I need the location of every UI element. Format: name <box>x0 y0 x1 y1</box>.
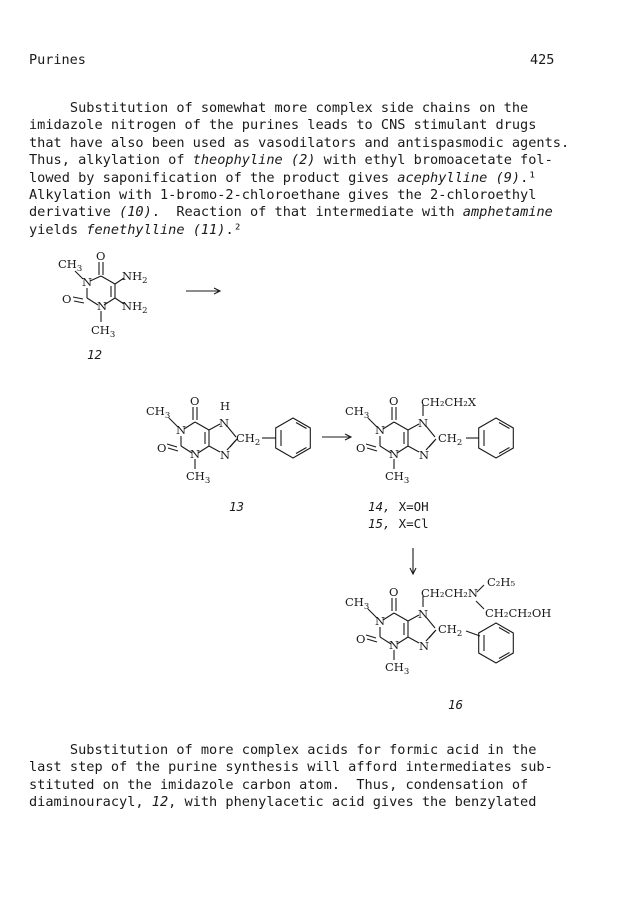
text-run: yields <box>29 221 87 238</box>
caption-16: 16 <box>448 697 464 712</box>
text-run: stituted on the imidazole carbon atom. Thus, condensation of <box>29 776 529 793</box>
s13-h-label: H <box>220 399 231 413</box>
reaction-arrow-1 <box>186 288 220 294</box>
text-line <box>29 742 629 759</box>
italic-term: amphetamine <box>462 204 553 221</box>
s14-methyl-label-2: $CH_3$ <box>385 469 410 486</box>
s16-oxo-label-2: O <box>356 632 366 646</box>
text-run: imidazole nitrogen of the purines leads to CNS stimulant drugs <box>29 117 537 134</box>
s16-n7-label: N <box>418 607 429 621</box>
text-run: diaminouracyl, <box>29 794 152 811</box>
text-run: last step of the purine synthesis will afford intermediates sub- <box>29 759 553 776</box>
italic-term: (10) <box>119 204 152 221</box>
text-run: with ethyl bromoacetate fol- <box>315 152 553 169</box>
text-run: . Reaction of that intermediate with <box>151 204 463 221</box>
s12-methyl-label: $CH_3$ <box>58 257 83 274</box>
text-run: Substitution of more complex acids for formic acid in the <box>29 742 537 758</box>
text-run: .² <box>225 221 242 238</box>
text-run: derivative <box>29 204 120 221</box>
structure-13-benzyltheophylline <box>146 394 310 514</box>
s12-oxo-label-2: O <box>62 292 72 306</box>
s14-n9-label: N <box>419 448 430 462</box>
s16-hydroxyethyl-label: CH₂CH₂OH <box>485 606 552 620</box>
reaction-arrow-3 <box>410 548 416 574</box>
caption-13: 13 <box>229 499 245 514</box>
running-header-title: Purines <box>29 52 86 68</box>
s12-n1-label: N <box>82 275 93 289</box>
s16-oxo-label: O <box>389 585 399 599</box>
s13-n7-label: N <box>219 416 230 430</box>
text-run: , with phenylacetic acid gives the benzylated <box>168 794 537 811</box>
s12-amino-label-bottom: $NH_2$ <box>122 299 148 316</box>
s14-ch2-label: $CH_2$ <box>438 431 463 448</box>
text-line <box>29 794 629 811</box>
s13-ch2-label: $CH_2$ <box>236 431 261 448</box>
text-line <box>29 777 629 794</box>
s16-ch2-label: $CH_2$ <box>438 622 463 639</box>
s14-oxo-label: O <box>389 394 399 408</box>
text-run: Substitution of somewhat more complex side chains on the <box>29 100 529 116</box>
s12-amino-label-top: $NH_2$ <box>122 269 148 286</box>
s12-methyl-label-2: $CH_3$ <box>91 323 116 340</box>
italic-term: fenethylline (11) <box>86 221 226 238</box>
text-run: that have also been used as vasodilators and antispasmodic agents. <box>29 134 570 151</box>
s14-n1-label: N <box>375 423 386 437</box>
s12-oxo-label: O <box>96 249 106 263</box>
s13-n9-label: N <box>220 448 231 462</box>
s16-n3-label: N <box>389 638 400 652</box>
reaction-arrow-2 <box>322 434 351 440</box>
s14-side-chain-label: CH₂CH₂X <box>421 395 477 409</box>
s13-methyl-label-2: $CH_3$ <box>186 469 211 486</box>
s13-oxo-label-2: O <box>157 441 167 455</box>
page-number: 425 <box>530 52 555 68</box>
caption-15: 15, X=Cl <box>368 516 429 531</box>
text-run: Alkylation with 1-bromo-2-chloroethane gives the 2-chloroethyl <box>29 187 537 204</box>
text-line <box>29 759 629 776</box>
s14-oxo-label-2: O <box>356 441 366 455</box>
body-paragraph-2 <box>29 742 629 812</box>
s16-ethyl-label: C₂H₅ <box>487 575 516 589</box>
caption-14: 14, X=OH <box>368 499 429 514</box>
s13-oxo-label: O <box>190 394 200 408</box>
s16-n9-label: N <box>419 639 430 653</box>
italic-term: 12 <box>151 794 169 811</box>
s14-n7-label: N <box>418 416 429 430</box>
s16-n1-label: N <box>375 614 386 628</box>
caption-12: 12 <box>87 347 103 362</box>
text-run: Thus, alkylation of <box>29 152 193 169</box>
s13-n1-label: N <box>176 423 187 437</box>
s14-n3-label: N <box>389 447 400 461</box>
s16-methyl-label: $CH_3$ <box>345 595 370 612</box>
s13-methyl-label: $CH_3$ <box>146 404 171 421</box>
s12-n3-label: N <box>97 299 108 313</box>
italic-term: acephylline (9) <box>397 169 521 186</box>
s14-methyl-label: $CH_3$ <box>345 404 370 421</box>
s13-n3-label: N <box>190 447 201 461</box>
structure-14-15 <box>345 394 513 531</box>
structure-12-diaminouracil <box>58 249 148 362</box>
text-run: .¹ <box>520 169 537 186</box>
italic-term: theophyline (2) <box>192 152 316 169</box>
text-run: lowed by saponification of the product gives <box>29 169 398 186</box>
s16-side-chain-label: CH₂CH₂N <box>421 586 478 600</box>
structure-16 <box>345 575 551 712</box>
s16-methyl-label-2: $CH_3$ <box>385 660 410 677</box>
